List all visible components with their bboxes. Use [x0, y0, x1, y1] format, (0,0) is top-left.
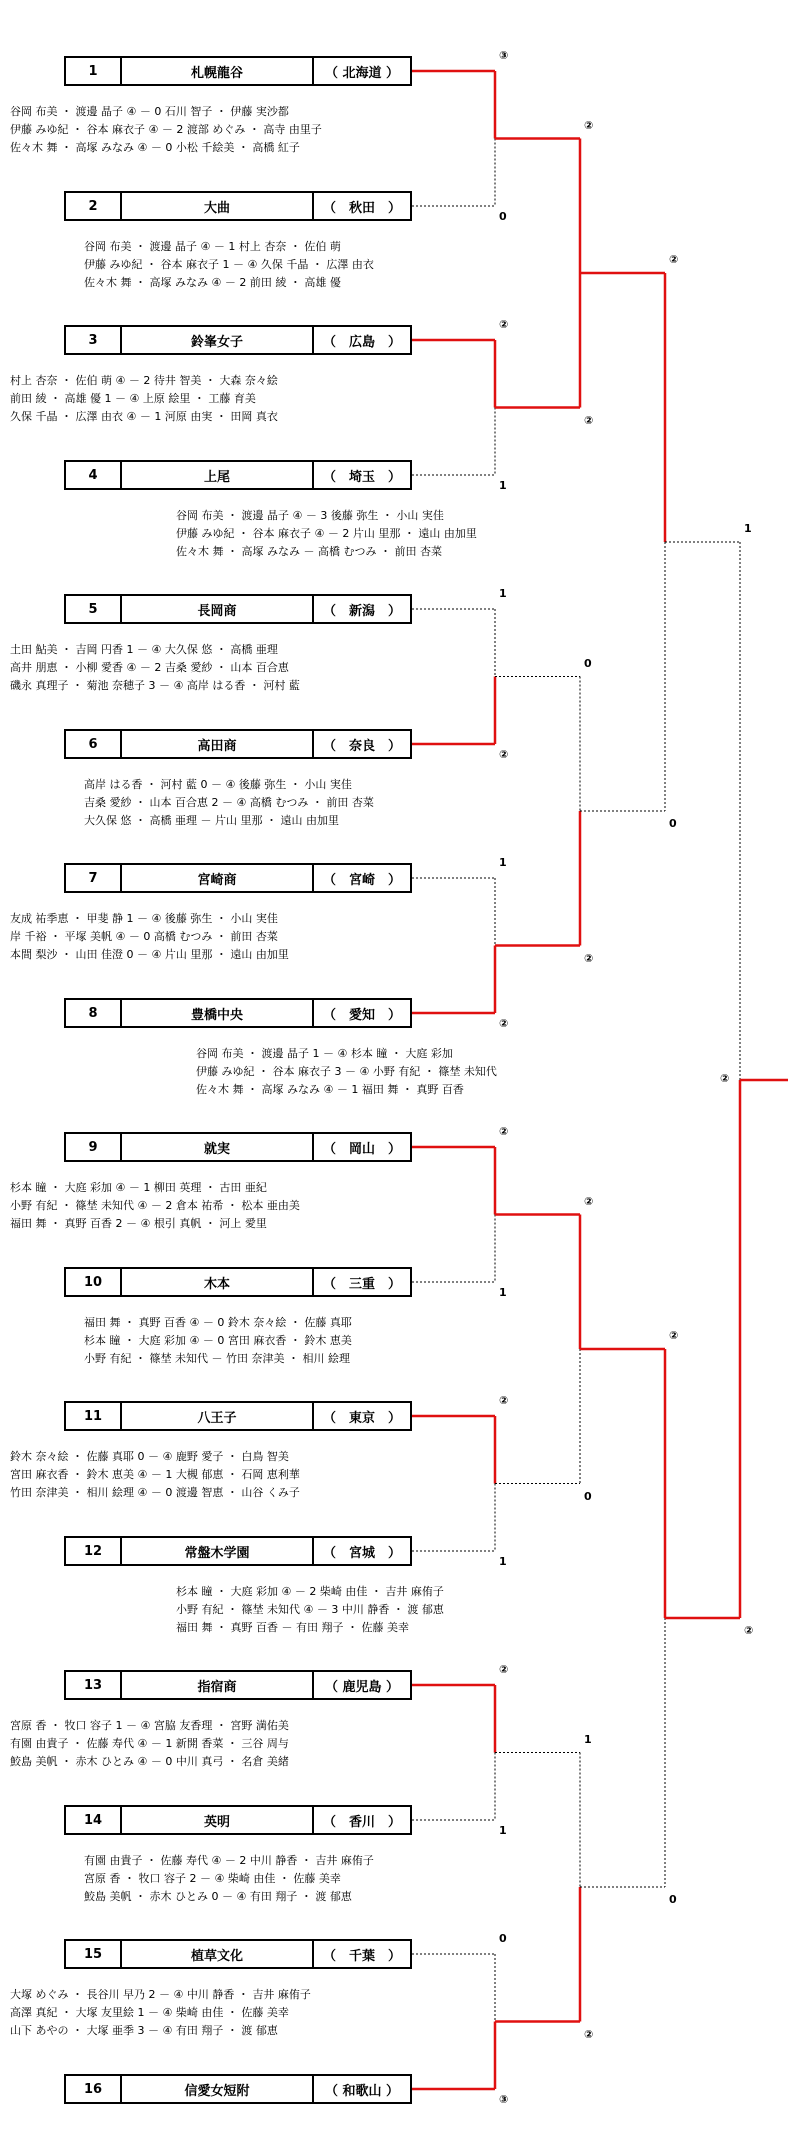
score-mark: ②	[669, 1329, 679, 1342]
score-mark: 0	[499, 1932, 507, 1945]
match-result-line: 杉本 瞳 ・ 大庭 彩加 ④ － 1 柳田 英理 ・ 古田 亜紀	[10, 1181, 267, 1194]
match-result-line: 土田 鮎美 ・ 吉岡 円香 1 － ④ 大久保 悠 ・ 高橋 亜理	[10, 643, 278, 656]
match-result-line: 佐々木 舞 ・ 高塚 みなみ ④ － 1 福田 舞 ・ 真野 百香	[196, 1083, 464, 1096]
score-mark: ②	[499, 318, 509, 331]
match-result-line: 宮原 香 ・ 牧口 容子 1 － ④ 宮脇 友香理 ・ 宮野 満佑美	[10, 1719, 289, 1732]
match-result-line: 谷岡 布美 ・ 渡邊 晶子 ④ － 3 後藤 弥生 ・ 小山 実佳	[176, 509, 444, 522]
match-result-line: 大塚 めぐみ ・ 長谷川 早乃 2 － ④ 中川 静香 ・ 吉井 麻侑子	[10, 1988, 311, 2001]
match-result-line: 谷岡 布美 ・ 渡邊 晶子 ④ － 0 石川 智子 ・ 伊藤 実沙都	[10, 105, 289, 118]
score-mark: ②	[499, 1125, 509, 1138]
score-mark: 0	[669, 1893, 677, 1906]
match-result-line: 有園 由貴子 ・ 佐藤 寿代 ④ － 2 中川 静香 ・ 吉井 麻侑子	[84, 1854, 374, 1867]
team-seed: 3	[66, 327, 122, 353]
score-mark: ②	[584, 951, 594, 965]
match-result-line: 村上 杏奈 ・ 佐伯 萌 ④ － 2 待井 智美 ・ 大森 奈々絵	[10, 374, 278, 387]
team-name: 宮崎商	[122, 865, 314, 891]
team-box	[64, 729, 412, 759]
team-pref: （ 埼玉 ）	[322, 469, 401, 485]
team-box	[64, 1670, 412, 1700]
match-result-line: 鈴木 奈々絵 ・ 佐藤 真耶 0 － ④ 鹿野 愛子 ・ 白鳥 智美	[10, 1450, 289, 1463]
team-seed: 14	[66, 1807, 122, 1833]
team-name: 常盤木学園	[122, 1538, 314, 1564]
score-mark: ③	[499, 49, 509, 62]
team-box	[64, 460, 412, 490]
match-result-line: 宮田 麻衣香 ・ 鈴木 恵美 ④ － 1 大槻 郁恵 ・ 石岡 恵利華	[10, 1468, 300, 1481]
score-mark: 0	[499, 210, 507, 223]
score-mark: 1	[584, 1732, 592, 1746]
match-result-line: 谷岡 布美 ・ 渡邊 晶子 1 － ④ 杉本 瞳 ・ 大庭 彩加	[196, 1047, 453, 1060]
match-result-line: 福田 舞 ・ 真野 百香 ④ － 0 鈴木 奈々絵 ・ 佐藤 真耶	[84, 1316, 352, 1329]
score-mark: 1	[499, 587, 507, 600]
team-box	[64, 1401, 412, 1431]
team-name: 上尾	[122, 462, 314, 488]
match-result-line: 小野 有紀 ・ 篠埜 未知代 － 竹田 奈津美 ・ 相川 絵理	[84, 1352, 350, 1365]
score-mark: 1	[499, 856, 507, 869]
match-result-line: 佐々木 舞 ・ 高塚 みなみ ④ － 0 小松 千絵美 ・ 高橋 紅子	[10, 141, 300, 154]
match-result-line: 杉本 瞳 ・ 大庭 彩加 ④ － 2 柴崎 由佳 ・ 吉井 麻侑子	[176, 1585, 444, 1598]
team-pref: （ 香川 ）	[322, 1814, 401, 1830]
team-pref: （ 千葉 ）	[322, 1948, 401, 1964]
team-pref: （ 東京 ）	[322, 1410, 401, 1426]
team-seed: 15	[66, 1941, 122, 1967]
score-mark: 1	[744, 522, 752, 535]
match-result-line: 吉桑 愛紗 ・ 山本 百合恵 2 － ④ 高橋 むつみ ・ 前田 杏菜	[84, 796, 374, 809]
match-result-line: 佐々木 舞 ・ 高塚 みなみ － 高橋 むつみ ・ 前田 杏菜	[176, 545, 442, 558]
match-result-line: 竹田 奈津美 ・ 相川 絵理 ④ － 0 渡邊 智恵 ・ 山谷 くみ子	[10, 1486, 300, 1499]
match-result-line: 高井 朋恵 ・ 小柳 愛香 ④ － 2 吉桑 愛紗 ・ 山本 百合恵	[10, 661, 289, 674]
score-mark: 1	[499, 1555, 507, 1568]
match-result-line: 前田 綾 ・ 高雄 優 1 － ④ 上原 絵里 ・ 工藤 育美	[10, 392, 256, 405]
score-mark: ②	[744, 1624, 754, 1637]
team-seed: 5	[66, 596, 122, 622]
match-result-line: 宮原 香 ・ 牧口 容子 2 － ④ 柴崎 由佳 ・ 佐藤 美幸	[84, 1872, 341, 1885]
team-box	[64, 1132, 412, 1162]
match-result-line: 有園 由貴子 ・ 佐藤 寿代 ④ － 1 新開 香菜 ・ 三谷 周与	[10, 1737, 289, 1750]
match-result-line: 杉本 瞳 ・ 大庭 彩加 ④ － 0 宮田 麻衣香 ・ 鈴木 恵美	[84, 1334, 352, 1347]
team-pref: （ 奈良 ）	[322, 738, 401, 754]
match-result-line: 本間 梨沙 ・ 山田 佳澄 0 － ④ 片山 里那 ・ 遠山 由加里	[10, 948, 289, 961]
team-seed: 7	[66, 865, 122, 891]
match-result-line: 友成 祐季恵 ・ 甲斐 静 1 － ④ 後藤 弥生 ・ 小山 実佳	[10, 912, 278, 925]
match-result-line: 伊藤 みゆ紀 ・ 谷本 麻衣子 1 － ④ 久保 千晶 ・ 広澤 由衣	[84, 258, 374, 271]
match-result-line: 大久保 悠 ・ 高橋 亜理 － 片山 里那 ・ 遠山 由加里	[84, 814, 339, 827]
score-mark: 1	[499, 1824, 507, 1837]
match-result-line: 伊藤 みゆ紀 ・ 谷本 麻衣子 ④ － 2 片山 里那 ・ 遠山 由加里	[176, 527, 477, 540]
team-pref: （ 和歌山 ）	[324, 2083, 400, 2099]
team-box	[64, 325, 412, 355]
team-seed: 11	[66, 1403, 122, 1429]
team-seed: 1	[66, 58, 122, 84]
score-mark: ②	[499, 1394, 509, 1407]
match-result-line: 小野 有紀 ・ 篠埜 未知代 ④ － 2 倉本 祐希 ・ 松本 亜由美	[10, 1199, 300, 1212]
team-seed: 4	[66, 462, 122, 488]
team-seed: 12	[66, 1538, 122, 1564]
score-mark: ②	[584, 413, 594, 427]
team-pref: （ 愛知 ）	[322, 1007, 401, 1023]
team-name: 豊橋中央	[122, 1000, 314, 1026]
match-result-line: 磯永 真理子 ・ 菊池 奈穂子 3 － ④ 高岸 はる香 ・ 河村 藍	[10, 679, 300, 692]
team-name: 英明	[122, 1807, 314, 1833]
team-name: 札幌龍谷	[122, 58, 314, 84]
team-name: 指宿商	[122, 1672, 314, 1698]
match-result-line: 久保 千晶 ・ 広澤 由衣 ④ － 1 河原 由実 ・ 田岡 真衣	[10, 410, 278, 423]
team-seed: 10	[66, 1269, 122, 1295]
match-result-line: 福田 舞 ・ 真野 百香 2 － ④ 根引 真帆 ・ 河上 愛里	[10, 1217, 267, 1230]
score-mark: ②	[584, 1194, 594, 1208]
score-mark: ②	[499, 748, 509, 761]
team-box	[64, 2074, 412, 2104]
team-pref: （ 新潟 ）	[322, 603, 401, 619]
team-seed: 2	[66, 193, 122, 219]
match-result-line: 鮫島 美帆 ・ 赤木 ひとみ 0 － ④ 有田 翔子 ・ 渡 郁恵	[84, 1890, 352, 1903]
match-result-line: 高澤 真紀 ・ 大塚 友里絵 1 － ④ 柴崎 由佳 ・ 佐藤 美幸	[10, 2006, 289, 2019]
team-pref: （ 広島 ）	[322, 334, 401, 350]
team-name: 長岡商	[122, 596, 314, 622]
score-mark: ②	[499, 1663, 509, 1676]
team-box	[64, 594, 412, 624]
team-name: 就実	[122, 1134, 314, 1160]
team-pref: （ 宮城 ）	[322, 1545, 401, 1561]
team-box	[64, 1536, 412, 1566]
match-result-line: 伊藤 みゆ紀 ・ 谷本 麻衣子 3 － ④ 小野 有紀 ・ 篠埜 未知代	[196, 1065, 497, 1078]
score-mark: ②	[669, 253, 679, 266]
score-mark: ②	[584, 2027, 594, 2041]
team-pref: （ 宮崎 ）	[322, 872, 401, 888]
match-result-line: 山下 あやの ・ 大塚 亜季 3 － ④ 有田 翔子 ・ 渡 郁恵	[10, 2024, 278, 2037]
team-box	[64, 191, 412, 221]
team-name: 木本	[122, 1269, 314, 1295]
team-box	[64, 1267, 412, 1297]
score-mark: 0	[584, 1489, 592, 1503]
score-mark: 1	[499, 479, 507, 492]
score-mark: ③	[499, 2093, 509, 2106]
score-mark: 0	[584, 656, 592, 670]
score-mark: 1	[499, 1286, 507, 1299]
match-result-line: 小野 有紀 ・ 篠埜 未知代 ④ － 3 中川 静香 ・ 渡 郁恵	[176, 1603, 444, 1616]
score-mark: ②	[584, 118, 594, 132]
team-box	[64, 1805, 412, 1835]
match-result-line: 谷岡 布美 ・ 渡邊 晶子 ④ － 1 村上 杏奈 ・ 佐伯 萌	[84, 240, 341, 253]
team-pref: （ 鹿児島 ）	[324, 1679, 400, 1695]
team-name: 大曲	[122, 193, 314, 219]
team-box	[64, 998, 412, 1028]
team-name: 鈴峯女子	[122, 327, 314, 353]
team-name: 八王子	[122, 1403, 314, 1429]
team-pref: （ 秋田 ）	[322, 200, 401, 216]
team-seed: 8	[66, 1000, 122, 1026]
team-name: 信愛女短附	[122, 2076, 314, 2102]
match-result-line: 福田 舞 ・ 真野 百香 － 有田 翔子 ・ 佐藤 美幸	[176, 1621, 409, 1634]
score-mark: ②	[720, 1072, 730, 1085]
match-result-line: 高岸 はる香 ・ 河村 藍 0 － ④ 後藤 弥生 ・ 小山 実佳	[84, 778, 352, 791]
team-name: 植草文化	[122, 1941, 314, 1967]
match-result-line: 鮫島 美帆 ・ 赤木 ひとみ ④ － 0 中川 真弓 ・ 名倉 美緒	[10, 1755, 289, 1768]
team-pref: （ 三重 ）	[322, 1276, 401, 1292]
team-pref: （ 北海道 ）	[324, 65, 400, 81]
team-box	[64, 56, 412, 86]
match-result-line: 佐々木 舞 ・ 高塚 みなみ ④ － 2 前田 綾 ・ 高雄 優	[84, 276, 341, 289]
match-result-line: 岸 千裕 ・ 平塚 美帆 ④ － 0 高橋 むつみ ・ 前田 杏菜	[10, 930, 278, 943]
team-seed: 16	[66, 2076, 122, 2102]
team-seed: 6	[66, 731, 122, 757]
match-result-line: 伊藤 みゆ紀 ・ 谷本 麻衣子 ④ － 2 渡部 めぐみ ・ 高寺 由里子	[10, 123, 322, 136]
score-mark: 0	[669, 817, 677, 830]
team-name: 高田商	[122, 731, 314, 757]
team-box	[64, 863, 412, 893]
team-pref: （ 岡山 ）	[322, 1141, 401, 1157]
team-box	[64, 1939, 412, 1969]
team-seed: 13	[66, 1672, 122, 1698]
team-seed: 9	[66, 1134, 122, 1160]
score-mark: ②	[499, 1017, 509, 1030]
